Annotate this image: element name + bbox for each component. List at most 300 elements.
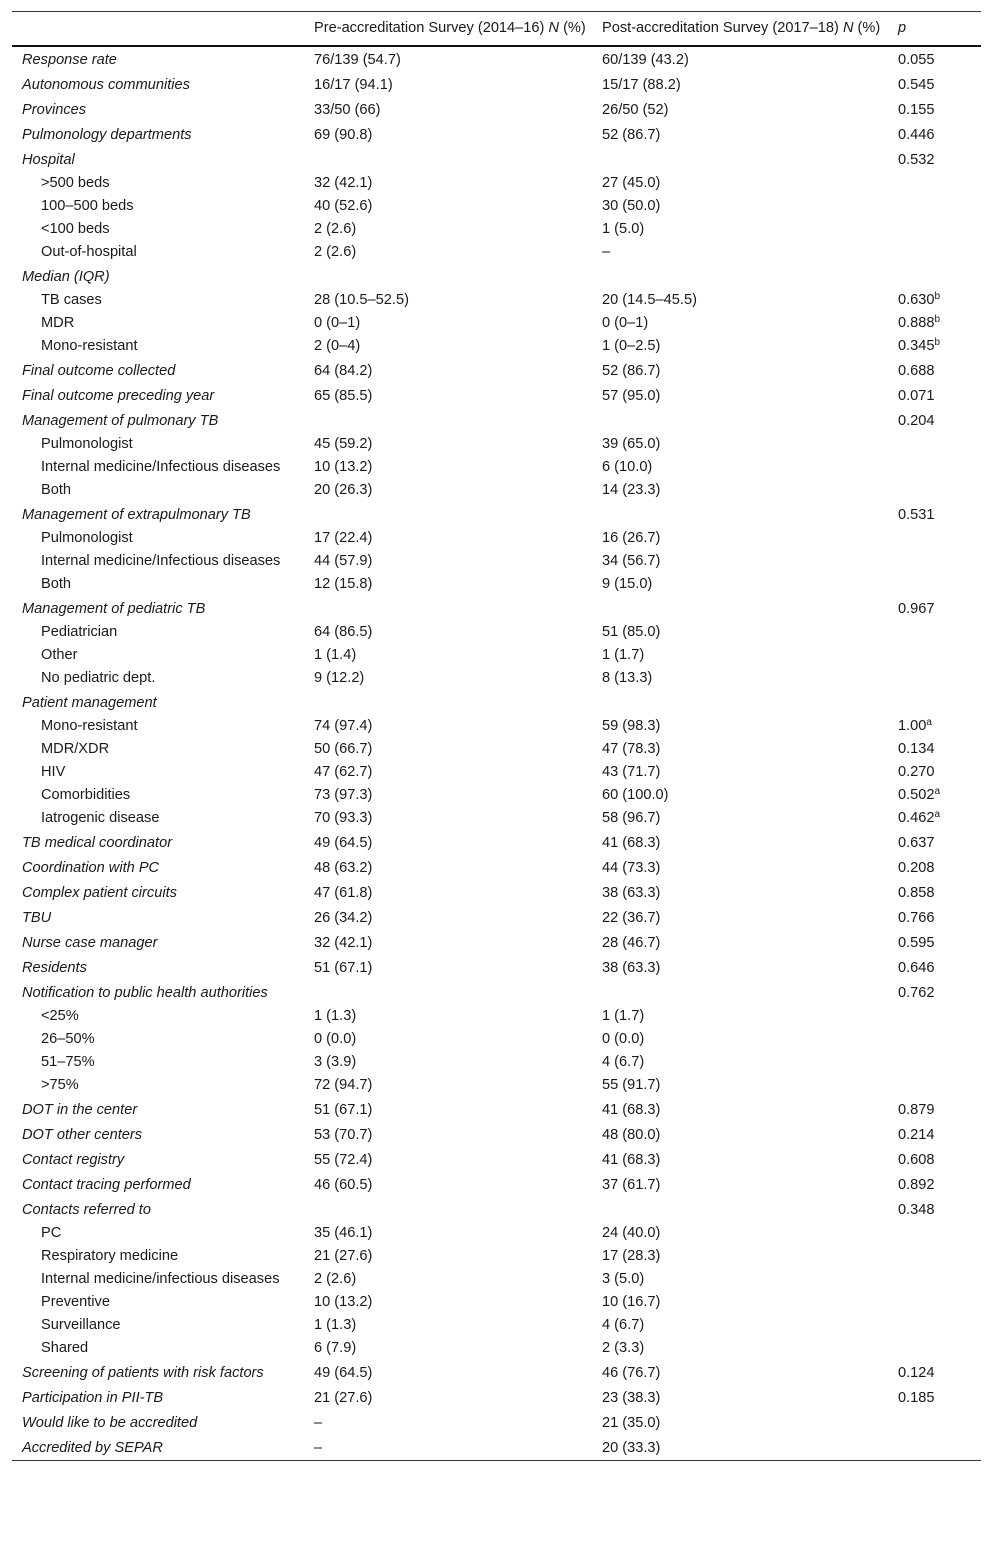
p-value-cell: [890, 502, 981, 527]
row-label: Median (IQR): [22, 269, 110, 285]
table-row: [12, 147, 981, 172]
row-label: Patient management: [22, 695, 157, 711]
row-label: Final outcome collected: [22, 363, 176, 379]
post-value: 10 (16.7): [602, 1294, 661, 1310]
p-value: 0.608: [898, 1152, 935, 1168]
header-pre-pct: (%): [563, 20, 586, 36]
table-row: [12, 1097, 981, 1122]
p-value: 0.967: [898, 601, 935, 617]
table-subrow: [12, 1268, 981, 1291]
pre-value: 51 (67.1): [314, 960, 373, 976]
p-value-cell: [890, 195, 981, 218]
p-value-cell: [890, 383, 981, 408]
table-row: [12, 930, 981, 955]
row-label: HIV: [41, 764, 66, 780]
p-value: 0.055: [898, 52, 935, 68]
row-label: Accredited by SEPAR: [22, 1440, 163, 1456]
p-value: 0.892: [898, 1177, 935, 1193]
row-label: Contact registry: [22, 1152, 125, 1168]
table-row: [12, 1172, 981, 1197]
footnote-marker: a: [934, 809, 941, 820]
post-value: 14 (23.3): [602, 482, 661, 498]
table-subrow: [12, 715, 981, 738]
table-row: [12, 358, 981, 383]
post-value: 20 (33.3): [602, 1440, 661, 1456]
p-value-cell: [890, 644, 981, 667]
p-value-cell: [890, 690, 981, 715]
pre-value: 1 (1.3): [314, 1317, 357, 1333]
p-value: 0.208: [898, 860, 935, 876]
p-value-cell: [890, 621, 981, 644]
header-post-title: Post-accreditation Survey (2017–18): [602, 20, 839, 36]
post-value: 22 (36.7): [602, 910, 661, 926]
post-value: [594, 1197, 890, 1222]
post-value: [594, 690, 890, 715]
row-label: Nurse case manager: [22, 935, 158, 951]
post-value: 24 (40.0): [602, 1225, 661, 1241]
post-value: 6 (10.0): [602, 459, 653, 475]
p-value-cell: [890, 218, 981, 241]
post-value: 44 (73.3): [602, 860, 661, 876]
p-value: 0.155: [898, 102, 935, 118]
p-value-cell: [890, 1172, 981, 1197]
footnote-marker: a: [934, 786, 941, 797]
table-subrow: [12, 644, 981, 667]
p-value: 0.646: [898, 960, 935, 976]
p-value-cell: [890, 527, 981, 550]
p-value-cell: [890, 573, 981, 596]
row-label: Pulmonologist: [41, 530, 133, 546]
row-label: 100–500 beds: [41, 198, 134, 214]
post-value: 38 (63.3): [602, 960, 661, 976]
post-value: [594, 408, 890, 433]
p-value-cell: [890, 980, 981, 1005]
pre-value: 76/139 (54.7): [314, 52, 401, 68]
row-label: Comorbidities: [41, 787, 131, 803]
row-label: TB medical coordinator: [22, 835, 173, 851]
pre-value: [306, 408, 594, 433]
pre-value: 0 (0–1): [314, 315, 361, 331]
row-label: 26–50%: [41, 1031, 95, 1047]
table-subrow: [12, 761, 981, 784]
row-label: Provinces: [22, 102, 87, 118]
table-subrow: [12, 1051, 981, 1074]
header-post-accreditation: [594, 12, 890, 47]
post-value: 28 (46.7): [602, 935, 661, 951]
post-value: 51 (85.0): [602, 624, 661, 640]
header-row: [12, 12, 981, 47]
p-value: 1.00: [898, 718, 927, 734]
p-value-cell: [890, 312, 981, 335]
pre-value: 35 (46.1): [314, 1225, 373, 1241]
survey-comparison-table: [12, 11, 981, 1461]
table-row: [12, 1122, 981, 1147]
pre-value: 70 (93.3): [314, 810, 373, 826]
table-row: [12, 980, 981, 1005]
table-row: [12, 502, 981, 527]
table-row: [12, 880, 981, 905]
row-label: Both: [41, 482, 72, 498]
p-value: 0.502: [898, 787, 935, 803]
table-row: [12, 1147, 981, 1172]
p-value: 0.595: [898, 935, 935, 951]
row-label: Would like to be accredited: [22, 1415, 198, 1431]
post-value: 27 (45.0): [602, 175, 661, 191]
table-row: [12, 905, 981, 930]
table-subrow: [12, 550, 981, 573]
header-label-column: [12, 12, 306, 47]
header-post-n: N: [842, 20, 854, 36]
pre-value: 48 (63.2): [314, 860, 373, 876]
table-row: [12, 1197, 981, 1222]
pre-value: 44 (57.9): [314, 553, 373, 569]
post-value: [594, 596, 890, 621]
row-label: Preventive: [41, 1294, 110, 1310]
p-value-cell: [890, 1435, 981, 1461]
row-label: Response rate: [22, 52, 117, 68]
p-value: 0.462: [898, 810, 935, 826]
post-value: 58 (96.7): [602, 810, 661, 826]
table-row: [12, 830, 981, 855]
pre-value: 2 (2.6): [314, 1271, 357, 1287]
table-row: [12, 72, 981, 97]
pre-value: 10 (13.2): [314, 459, 373, 475]
p-value-cell: [890, 1097, 981, 1122]
table-row: [12, 264, 981, 289]
pre-value: 2 (2.6): [314, 221, 357, 237]
pre-value: 33/50 (66): [314, 102, 381, 118]
post-value: [594, 502, 890, 527]
table-subrow: [12, 312, 981, 335]
post-value: 4 (6.7): [602, 1317, 645, 1333]
row-label: Management of extrapulmonary TB: [22, 507, 251, 523]
p-value-cell: [890, 264, 981, 289]
row-label: Internal medicine/Infectious diseases: [41, 459, 281, 475]
pre-value: [306, 596, 594, 621]
post-value: 3 (5.0): [602, 1271, 645, 1287]
p-value: 0.531: [898, 507, 935, 523]
p-value-cell: [890, 1147, 981, 1172]
p-value-cell: [890, 1005, 981, 1028]
table-subrow: [12, 241, 981, 264]
post-value: 47 (78.3): [602, 741, 661, 757]
table-subrow: [12, 1314, 981, 1337]
table-row: [12, 1385, 981, 1410]
row-label: >500 beds: [41, 175, 110, 191]
p-value-cell: [890, 1197, 981, 1222]
p-value-cell: [890, 72, 981, 97]
p-value-cell: [890, 905, 981, 930]
p-value-cell: [890, 241, 981, 264]
p-value-cell: [890, 46, 981, 72]
row-label: TB cases: [41, 292, 102, 308]
p-value-cell: [890, 1360, 981, 1385]
pre-value: 32 (42.1): [314, 175, 373, 191]
p-value-cell: [890, 1337, 981, 1360]
table-row: [12, 97, 981, 122]
header-pre-n: N: [548, 20, 559, 36]
post-value: 1 (0–2.5): [602, 338, 661, 354]
p-value: 0.185: [898, 1390, 935, 1406]
table-subrow: [12, 289, 981, 312]
post-value: 39 (65.0): [602, 436, 661, 452]
p-value-cell: [890, 479, 981, 502]
header-pre-title: Pre-accreditation Survey (2014–16): [314, 20, 545, 36]
p-value: 0.134: [898, 741, 935, 757]
row-label: Internal medicine/infectious diseases: [41, 1271, 280, 1287]
pre-value: 40 (52.6): [314, 198, 373, 214]
row-label: Hospital: [22, 152, 75, 168]
table-subrow: [12, 738, 981, 761]
row-label: Management of pediatric TB: [22, 601, 206, 617]
row-label: MDR/XDR: [41, 741, 110, 757]
pre-value: 16/17 (94.1): [314, 77, 393, 93]
pre-value: 1 (1.3): [314, 1008, 357, 1024]
row-label: DOT in the center: [22, 1102, 138, 1118]
post-value: 48 (80.0): [602, 1127, 661, 1143]
p-value: 0.446: [898, 127, 935, 143]
pre-value: 49 (64.5): [314, 1365, 373, 1381]
p-value-cell: [890, 1222, 981, 1245]
table-row: [12, 596, 981, 621]
post-value: –: [602, 244, 611, 260]
p-value-cell: [890, 433, 981, 456]
row-label: Shared: [41, 1340, 89, 1356]
row-label: Out-of-hospital: [41, 244, 137, 260]
row-label: PC: [41, 1225, 62, 1241]
pre-value: [306, 147, 594, 172]
p-value: 0.345: [898, 338, 935, 354]
post-value: 0 (0.0): [602, 1031, 645, 1047]
post-value: 41 (68.3): [602, 1102, 661, 1118]
p-value-cell: [890, 1051, 981, 1074]
p-value-cell: [890, 408, 981, 433]
table-row: [12, 383, 981, 408]
row-label: Pulmonology departments: [22, 127, 192, 143]
p-value-cell: [890, 147, 981, 172]
table-subrow: [12, 456, 981, 479]
table-subrow: [12, 1337, 981, 1360]
row-label: Residents: [22, 960, 87, 976]
row-label: Internal medicine/Infectious diseases: [41, 553, 281, 569]
footnote-marker: b: [934, 291, 941, 302]
table-row: [12, 955, 981, 980]
post-value: 1 (5.0): [602, 221, 645, 237]
row-label: <100 beds: [41, 221, 110, 237]
pre-value: 2 (2.6): [314, 244, 357, 260]
p-value-cell: [890, 667, 981, 690]
table-subrow: [12, 195, 981, 218]
row-label: Pulmonologist: [41, 436, 133, 452]
table-subrow: [12, 784, 981, 807]
p-value-cell: [890, 1245, 981, 1268]
pre-value: 72 (94.7): [314, 1077, 373, 1093]
pre-value: [306, 690, 594, 715]
pre-value: 65 (85.5): [314, 388, 373, 404]
table-container: [12, 11, 981, 1461]
pre-value: 12 (15.8): [314, 576, 373, 592]
table-row: [12, 1435, 981, 1461]
p-value-cell: [890, 1074, 981, 1097]
post-value: 23 (38.3): [602, 1390, 661, 1406]
p-value: 0.858: [898, 885, 935, 901]
table-subrow: [12, 1074, 981, 1097]
table-body: [12, 46, 981, 1461]
table-subrow: [12, 573, 981, 596]
table-row: [12, 690, 981, 715]
row-label: No pediatric dept.: [41, 670, 156, 686]
pre-value: 45 (59.2): [314, 436, 373, 452]
post-value: 34 (56.7): [602, 553, 661, 569]
p-value-cell: [890, 335, 981, 358]
p-value: 0.637: [898, 835, 935, 851]
post-value: 60 (100.0): [602, 787, 669, 803]
pre-value: 69 (90.8): [314, 127, 373, 143]
p-value-cell: [890, 1268, 981, 1291]
p-value-cell: [890, 1122, 981, 1147]
p-value: 0.124: [898, 1365, 935, 1381]
p-value: 0.532: [898, 152, 935, 168]
pre-value: 53 (70.7): [314, 1127, 373, 1143]
pre-value: [306, 1197, 594, 1222]
row-label: Final outcome preceding year: [22, 388, 215, 404]
p-value: 0.270: [898, 764, 935, 780]
table-row: [12, 46, 981, 72]
table-subrow: [12, 1028, 981, 1051]
p-value-cell: [890, 784, 981, 807]
p-value-cell: [890, 1291, 981, 1314]
p-value-cell: [890, 172, 981, 195]
post-value: [594, 147, 890, 172]
table-row: [12, 855, 981, 880]
row-label: Autonomous communities: [22, 77, 190, 93]
row-label: Mono-resistant: [41, 718, 138, 734]
p-value-cell: [890, 1410, 981, 1435]
post-value: 38 (63.3): [602, 885, 661, 901]
pre-value: –: [314, 1415, 323, 1431]
table-subrow: [12, 479, 981, 502]
pre-value: 3 (3.9): [314, 1054, 357, 1070]
post-value: 41 (68.3): [602, 1152, 661, 1168]
table-row: [12, 1360, 981, 1385]
pre-value: 21 (27.6): [314, 1390, 373, 1406]
post-value: 52 (86.7): [602, 127, 661, 143]
p-value-cell: [890, 715, 981, 738]
post-value: 1 (1.7): [602, 1008, 645, 1024]
row-label: Screening of patients with risk factors: [22, 1365, 264, 1381]
row-label: Other: [41, 647, 78, 663]
post-value: 21 (35.0): [602, 1415, 661, 1431]
post-value: 9 (15.0): [602, 576, 653, 592]
p-value: 0.762: [898, 985, 935, 1001]
pre-value: 47 (61.8): [314, 885, 373, 901]
pre-value: 73 (97.3): [314, 787, 373, 803]
row-label: Notification to public health authorities: [22, 985, 268, 1001]
row-label: TBU: [22, 910, 52, 926]
pre-value: 74 (97.4): [314, 718, 373, 734]
p-value: 0.688: [898, 363, 935, 379]
post-value: 46 (76.7): [602, 1365, 661, 1381]
row-label: Contact tracing performed: [22, 1177, 191, 1193]
pre-value: [306, 980, 594, 1005]
post-value: 16 (26.7): [602, 530, 661, 546]
pre-value: 28 (10.5–52.5): [314, 292, 409, 308]
post-value: 26/50 (52): [602, 102, 669, 118]
header-p-value: p: [898, 20, 907, 36]
post-value: 17 (28.3): [602, 1248, 661, 1264]
table-subrow: [12, 527, 981, 550]
row-label: Mono-resistant: [41, 338, 138, 354]
pre-value: [306, 502, 594, 527]
p-value-cell: [890, 550, 981, 573]
p-value-cell: [890, 358, 981, 383]
row-label: DOT other centers: [22, 1127, 143, 1143]
p-value: 0.348: [898, 1202, 935, 1218]
pre-value: 20 (26.3): [314, 482, 373, 498]
p-value-cell: [890, 807, 981, 830]
header-post-pct: (%): [857, 20, 881, 36]
p-value-cell: [890, 1028, 981, 1051]
post-value: 20 (14.5–45.5): [602, 292, 697, 308]
post-value: 2 (3.3): [602, 1340, 645, 1356]
row-label: Iatrogenic disease: [41, 810, 160, 826]
pre-value: 50 (66.7): [314, 741, 373, 757]
p-value: 0.766: [898, 910, 935, 926]
table-row: [12, 408, 981, 433]
post-value: 8 (13.3): [602, 670, 653, 686]
pre-value: 26 (34.2): [314, 910, 373, 926]
row-label: Pediatrician: [41, 624, 118, 640]
post-value: 52 (86.7): [602, 363, 661, 379]
table-subrow: [12, 807, 981, 830]
row-label: Surveillance: [41, 1317, 121, 1333]
pre-value: 46 (60.5): [314, 1177, 373, 1193]
post-value: 1 (1.7): [602, 647, 645, 663]
table-row: [12, 122, 981, 147]
table-subrow: [12, 1222, 981, 1245]
post-value: 41 (68.3): [602, 835, 661, 851]
p-value: 0.214: [898, 1127, 935, 1143]
table-subrow: [12, 433, 981, 456]
post-value: 37 (61.7): [602, 1177, 661, 1193]
table-row: [12, 1410, 981, 1435]
row-label: MDR: [41, 315, 75, 331]
pre-value: 47 (62.7): [314, 764, 373, 780]
p-value-cell: [890, 930, 981, 955]
p-value-cell: [890, 880, 981, 905]
footnote-marker: a: [926, 717, 932, 728]
pre-value: 6 (7.9): [314, 1340, 357, 1356]
pre-value: 49 (64.5): [314, 835, 373, 851]
p-value-cell: [890, 1385, 981, 1410]
p-value: 0.630: [898, 292, 935, 308]
table-header: [12, 12, 981, 47]
table-subrow: [12, 621, 981, 644]
p-value: 0.545: [898, 77, 935, 93]
p-value-cell: [890, 955, 981, 980]
table-subrow: [12, 1005, 981, 1028]
row-label: Contacts referred to: [22, 1202, 151, 1218]
p-value-cell: [890, 855, 981, 880]
post-value: 4 (6.7): [602, 1054, 645, 1070]
pre-value: 2 (0–4): [314, 338, 361, 354]
p-value: 0.879: [898, 1102, 935, 1118]
row-label: Participation in PII-TB: [22, 1390, 164, 1406]
pre-value: –: [314, 1440, 323, 1456]
table-subrow: [12, 1245, 981, 1268]
p-value-cell: [890, 596, 981, 621]
post-value: 43 (71.7): [602, 764, 661, 780]
